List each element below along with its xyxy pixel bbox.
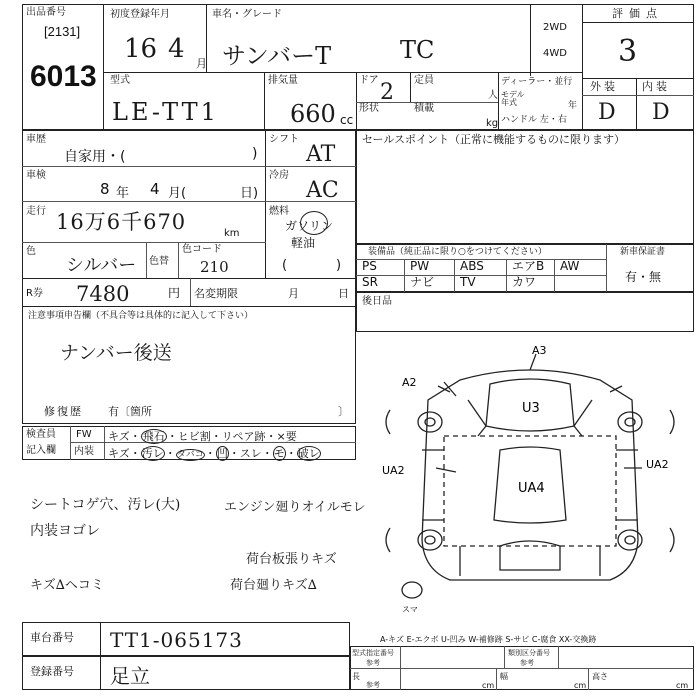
displacement-label: 排気量 [268,75,298,86]
shift-label: シフト [269,134,299,145]
name-change-month: 月 [288,287,299,300]
mark-ua2-right: UA2 [646,458,669,471]
row2-dent: 凹 [216,447,228,460]
mileage-value: 16万6千670 [56,210,187,234]
history-label: 車歴 [26,134,46,145]
equipment-item-r1-c2: PW [410,259,430,273]
shift-value: AT [306,142,336,167]
row2-sep1: ・ [164,447,176,460]
after-market-block [356,292,694,332]
lot-number: 6013 [30,60,97,93]
model-label: 型式 [110,75,130,86]
row2-scratch: キズ・ [108,447,141,460]
handle-label: ハンドル 左・右 [501,115,567,125]
lot-code: [2131] [44,24,81,39]
row2-wear: ・スレ・ [228,447,273,460]
color-code: 210 [200,258,229,276]
notes-handwritten: ナンバー後送 [60,342,172,364]
equipment-item-r1-c3: ABS [460,259,484,273]
displacement-unit: cc [340,113,354,127]
r-tax-unit: 円 [168,286,181,300]
vehicle-damage-diagram [360,340,694,622]
load-unit: kg [486,118,499,129]
row2-mo: モ [273,447,285,460]
length-ref: 参考 [366,681,380,689]
registration-label: 登録番号 [30,665,74,678]
row1-crack: ・ヒビ割 [166,430,211,443]
row2-tobacco: タバコ [176,450,204,460]
equipment-item-r1-c1: PS [362,259,377,273]
exterior-grade: D [598,100,616,125]
remark-line-5: キズ∆ヘコミ [30,578,104,593]
repair-value: 有〔箇所 [108,405,152,418]
warranty-label: 新車保証書 [620,247,666,257]
height-label: 高さ [592,672,608,681]
color-paren-open: ( [282,258,288,273]
r-tax-label: R券 [26,288,43,299]
score-label: 評価点 [612,7,663,20]
fuel-gasoline: ガソリン [285,219,334,233]
after-market-label: 後日品 [362,296,392,307]
row2-dirt: 汚レ [141,447,164,460]
mileage-unit: km [224,228,240,239]
equipment-item-r2-c3: TV [460,275,476,289]
year-unit: 年 [568,101,578,111]
name-change-day: 日 [338,287,349,300]
fuel-light-oil: 軽油 [291,236,316,250]
chassis-label: 車台番号 [30,631,74,644]
row2-sep2: ・ [204,447,216,460]
interior-label: 内装 [642,80,670,93]
registration-value: 足立 [110,664,150,688]
remark-line-1: シートコゲ穴、汚レ(大) [30,497,181,513]
exterior-label: 外装 [590,80,618,93]
model-year-label: モデル年式 [501,90,525,107]
inspector-label: 検査員 [26,429,56,440]
doors-value: 2 [380,80,394,105]
row1-scratch: キズ・ [108,430,141,443]
sales-point-label: セールスポイント（正常に機能するものに限ります） [362,133,626,146]
interior-grade: D [652,100,670,125]
inspection-month-unit: 月( [168,186,187,201]
model-value: LE-TT1 [112,98,219,126]
capacity-label: 定員 [414,75,434,86]
car-name-label: 車名・グレード [212,9,282,20]
mark-a3: A3 [532,344,547,357]
car-grade: TC [400,36,435,64]
fuel-circle-mark [300,211,328,235]
mark-ua4: UA4 [518,481,545,496]
equipment-item-r2-c1: SR [362,275,378,289]
chassis-value: TT1-065173 [110,628,243,652]
equipment-item-r1-c4: エアB [512,259,545,273]
inspector-row-1 [108,428,297,444]
aircon-label: 冷房 [269,170,289,181]
inspection-year: 8 [100,180,110,198]
repair-label: 修復歴 [44,405,83,418]
sales-point-block [356,130,694,244]
equipment-item-r1-c5: AW [560,259,580,273]
inspection-label: 車検 [26,170,46,181]
load-label: 積載 [414,103,434,114]
row2-torn: 破レ [297,447,320,460]
remark-line-2: 内装ヨゴレ [30,523,100,539]
inspector-row-2 [108,445,321,461]
remark-line-3: エンジン廻りオイルモレ [224,500,366,515]
class-designation-label: 類別区分番号 [508,649,550,657]
inspection-year-unit: 年 [116,186,130,201]
color-value: シルバー [66,255,137,276]
fw-label: FW [76,429,92,440]
remark-line-4: 荷台板張りキズ [246,552,337,567]
history-close: ) [252,146,258,162]
inspection-day-unit: 日) [240,186,259,201]
left-info-block [22,130,356,424]
r-tax-value: 7480 [76,282,130,306]
displacement-value: 660 [290,100,336,128]
length-unit: cm [482,681,495,690]
class-designation-ref: 参考 [520,659,534,667]
row1-repair: ・リペア跡 [210,430,266,443]
spare-label: スマ [402,605,418,614]
color-change-label: 色替 [149,256,169,267]
first-reg-label: 初度登録年月 [110,9,170,20]
remark-line-6: 荷台廻りキズ∆ [230,578,317,593]
row2-sep3: ・ [285,447,297,460]
color-code-label: 色コード [182,244,222,255]
car-name: サンバーT [222,42,332,70]
length-label: 長 [352,672,360,681]
row1-required: ・×要 [265,430,297,443]
type-designation-label: 型式指定番号 [352,649,394,657]
equipment-label: 装備品（純正品に限り○をつけてください） [368,247,547,257]
first-reg-month: 4 [168,34,185,64]
fuel-label: 燃料 [269,206,289,217]
notes-label: 注意事項申告欄（不具合等は具体的に記入して下さい） [28,311,254,321]
lot-label: 出品番号 [26,7,66,18]
interior-row-label: 内装 [74,446,94,457]
inspection-month: 4 [150,180,160,198]
equipment-item-r2-c4: カワ [512,275,537,289]
warranty-value: 有・無 [625,270,662,284]
entry-label: 記入欄 [26,445,56,456]
width-unit: cm [574,681,587,690]
row1-stone-chip: 飛石 [142,430,165,443]
mileage-label: 走行 [26,206,46,217]
equipment-item-r2-c2: ナビ [410,275,435,289]
name-change-label: 名変期限 [194,287,238,300]
first-reg-month-unit: 月 [196,57,207,70]
mark-a2: A2 [402,376,417,389]
aircon-value: AC [306,178,339,203]
width-label: 幅 [500,672,508,681]
doors-label: ドア [359,75,379,86]
damage-legend: A-キズ E-エクボ U-凹み W-補修跡 S-サビ C-腐食 XX-交換跡 [380,635,597,644]
height-unit: cm [676,681,689,690]
shape-label: 形状 [359,103,379,114]
score-value: 3 [618,34,638,69]
color-label: 色 [26,246,36,257]
drive-4wd: 4WD [543,48,567,59]
mark-ua2-left: UA2 [382,464,405,477]
repair-close: 〕 [338,405,349,418]
capacity-unit: 人 [488,90,498,101]
drive-2wd: 2WD [543,22,567,33]
first-reg-year: 16 [124,34,158,64]
color-paren-close: ) [336,258,342,273]
mark-u3: U3 [522,401,540,416]
type-designation-ref: 参考 [366,659,380,667]
dealer-label: ディーラー・並行 [501,77,573,87]
history-value: 自家用・( [64,149,126,165]
